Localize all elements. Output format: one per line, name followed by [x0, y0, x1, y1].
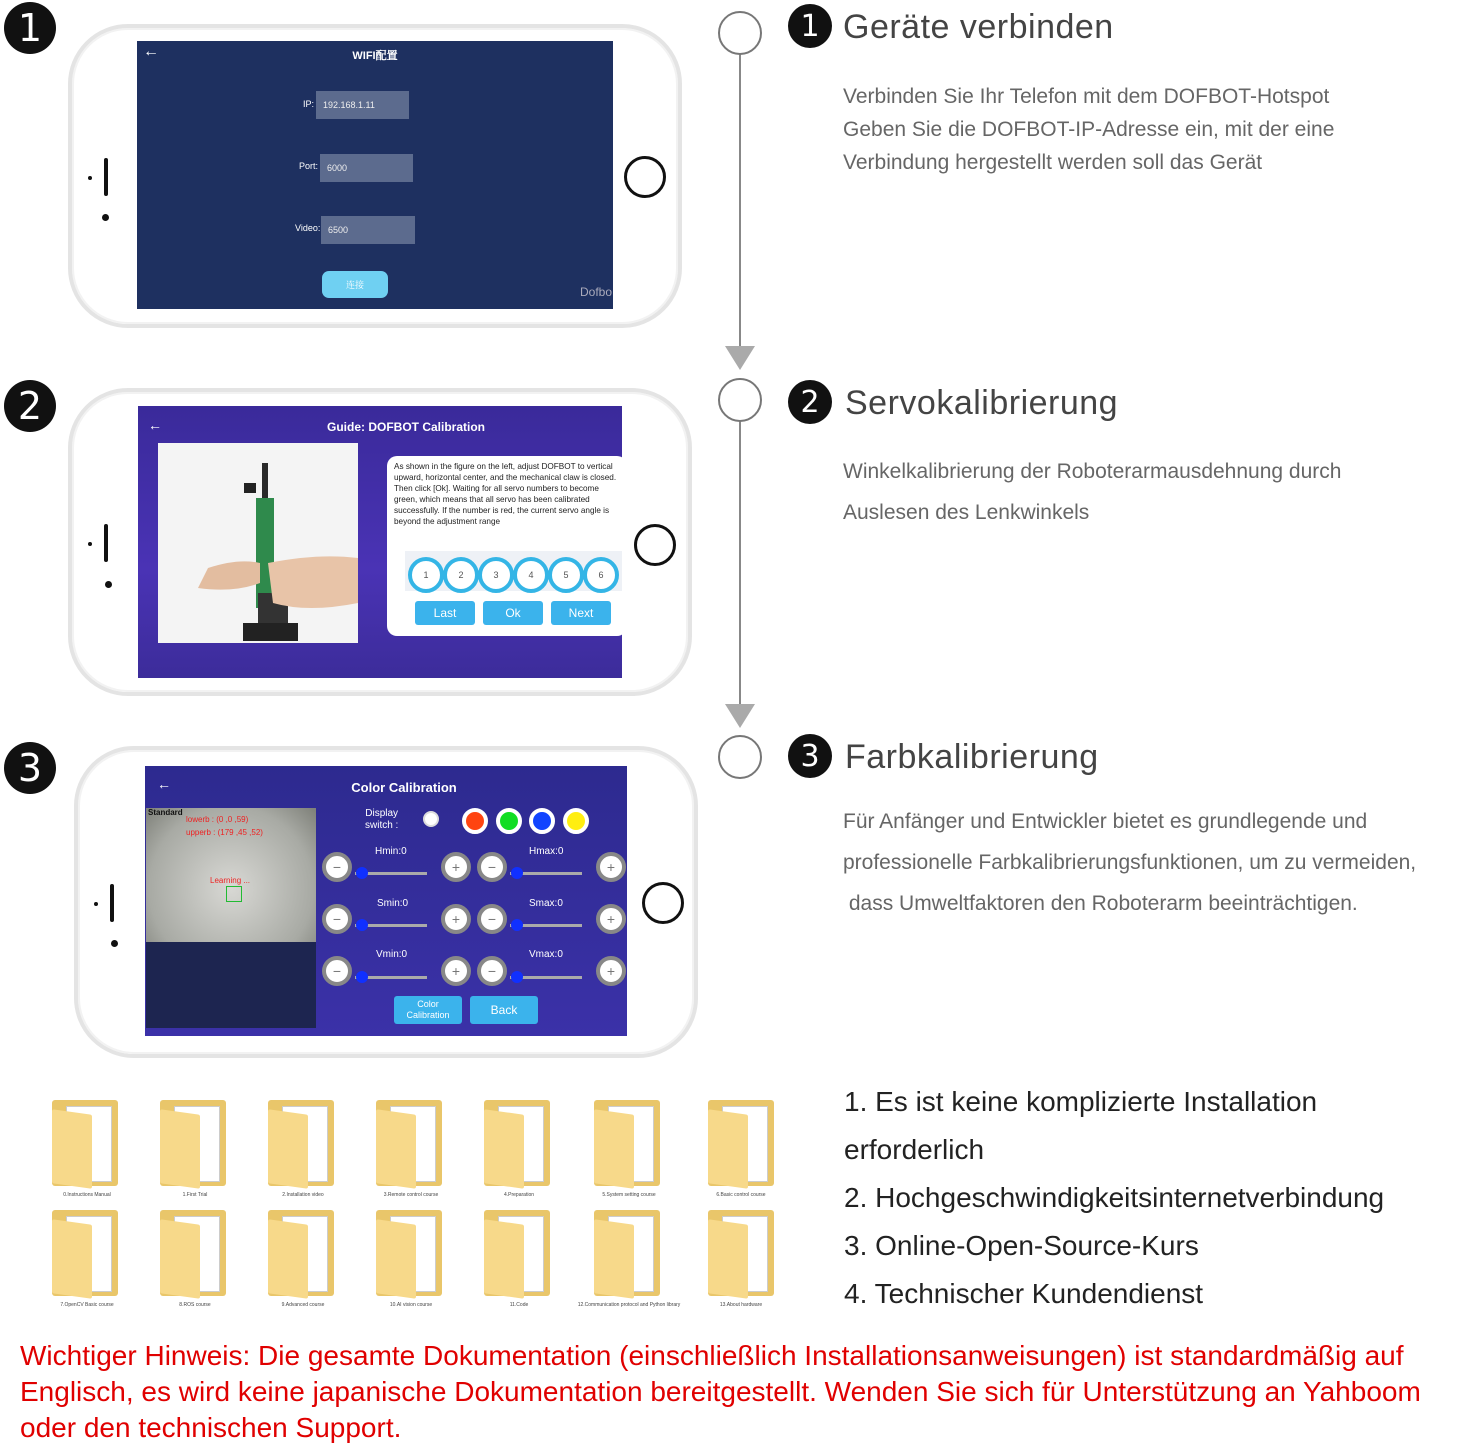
hmax-slider[interactable] — [511, 867, 523, 879]
folder-icon[interactable] — [268, 1100, 338, 1188]
step-3-badge: 3 — [4, 742, 56, 794]
home-button[interactable] — [634, 524, 676, 566]
feature-item: 4. Technischer Kundendienst — [844, 1278, 1204, 1309]
camera-feed — [146, 808, 316, 942]
color-yellow[interactable] — [563, 808, 589, 834]
phone-speaker — [104, 158, 108, 196]
last-button[interactable]: Last — [415, 601, 475, 625]
connect-button[interactable]: 连接 — [322, 271, 388, 298]
wifi-config-screen — [137, 41, 613, 309]
phone-sensor — [88, 176, 92, 180]
phone-camera — [105, 581, 112, 588]
step-3-description — [843, 801, 1416, 924]
ip-input[interactable]: 192.168.1.11 — [316, 91, 409, 119]
timeline-arrow-icon — [725, 346, 755, 370]
hmax-plus-button[interactable]: + — [596, 852, 626, 882]
smin-plus-button[interactable]: + — [441, 904, 471, 934]
timeline-line — [739, 52, 741, 348]
hmin-minus-button[interactable]: − — [322, 852, 352, 882]
folder-label: 8.ROS course — [179, 1302, 211, 1308]
servo-5[interactable]: 5 — [548, 557, 584, 593]
folder-label: 6.Basic control course — [716, 1192, 766, 1198]
back-arrow-icon[interactable]: ← — [143, 43, 159, 60]
roi-box — [226, 886, 242, 902]
step-1-description — [843, 80, 1334, 179]
step-2-description — [843, 451, 1341, 533]
screen-title: Guide: DOFBOT Calibration — [327, 420, 485, 434]
step-3-line-1: Für Anfänger und Entwickler bietet es grundlegende und — [843, 810, 1368, 833]
instructions-text: As shown in the figure on the left, adjust DOFBOT to vertical upward, horizontal center, and the mechanical claw is closed. Then click [Ok]. Waiting for all servo numbers to become green, which means that all servo has been calibrated successfully. If the number is red, the current servo angle is beyond the adjustment range — [394, 462, 617, 526]
folder-icon[interactable] — [52, 1100, 122, 1188]
smax-label: Smax:0 — [529, 898, 563, 909]
color-calibration-button[interactable]: Color Calibration — [394, 996, 462, 1024]
timeline-node-1 — [718, 11, 762, 55]
step-3-line-3: dass Umweltfaktoren den Roboterarm beeinträchtigen. — [843, 892, 1358, 915]
folder-label: 13.About hardware — [719, 1302, 763, 1308]
phone-2 — [68, 388, 692, 696]
video-input[interactable]: 6500 — [321, 216, 415, 244]
home-button[interactable] — [624, 156, 666, 198]
vmax-plus-button[interactable]: + — [596, 956, 626, 986]
phone-speaker — [104, 524, 108, 562]
folder-icon[interactable] — [376, 1100, 446, 1188]
color-white[interactable] — [423, 811, 439, 827]
timeline-node-2 — [718, 378, 762, 422]
hmin-slider[interactable] — [356, 867, 368, 879]
vmax-label: Vmax:0 — [529, 949, 563, 960]
feature-item: 2. Hochgeschwindigkeitsinternetverbindung — [844, 1182, 1385, 1213]
smin-slider[interactable] — [356, 919, 368, 931]
robot-arm-photo — [158, 443, 358, 643]
camera-label: Standard — [148, 808, 183, 817]
feature-item: erforderlich — [844, 1134, 985, 1165]
instructions-panel — [387, 456, 622, 636]
home-button[interactable] — [642, 882, 684, 924]
vmax-slider[interactable] — [511, 971, 523, 983]
upperb-text: upperb : (179 ,45 ,52) — [186, 828, 263, 837]
folder-icon[interactable] — [376, 1210, 446, 1298]
color-blue[interactable] — [529, 808, 555, 834]
folder-label: 7.OpenCV Basic course — [60, 1302, 114, 1308]
camera-panel — [146, 808, 316, 1028]
video-label: Video: — [295, 223, 321, 233]
smax-slider[interactable] — [511, 919, 523, 931]
step-3-line-2: professionelle Farbkalibrierungsfunktionen, um zu vermeiden, — [843, 851, 1417, 874]
folder-label: 11.Code — [509, 1302, 529, 1308]
phone-camera — [111, 940, 118, 947]
hmin-plus-button[interactable]: + — [441, 852, 471, 882]
screen-title: WIFI配置 — [352, 50, 398, 62]
step-1-line-3: Verbindung hergestellt werden soll das Gerät — [843, 151, 1263, 174]
smin-minus-button[interactable]: − — [322, 904, 352, 934]
vmin-plus-button[interactable]: + — [441, 956, 471, 986]
phone-speaker — [110, 884, 114, 922]
folder-label: 1.First Trial — [182, 1192, 208, 1198]
port-input[interactable]: 6000 — [320, 154, 413, 182]
servo-4[interactable]: 4 — [513, 557, 549, 593]
vmin-slider[interactable] — [356, 971, 368, 983]
timeline-line — [739, 418, 741, 704]
folder-icon[interactable] — [160, 1210, 230, 1298]
robot-arm-illustration — [158, 443, 358, 643]
smax-plus-button[interactable]: + — [596, 904, 626, 934]
screen-title: Color Calibration — [351, 780, 457, 795]
back-button[interactable]: Back — [470, 996, 538, 1024]
lowerb-text: lowerb : (0 ,0 ,59) — [186, 815, 249, 824]
folder-icon[interactable] — [594, 1100, 664, 1188]
ip-label: IP: — [303, 99, 315, 109]
vmin-label: Vmin:0 — [376, 949, 408, 960]
folder-icon[interactable] — [594, 1210, 664, 1298]
step-2-badge: 2 — [4, 380, 56, 432]
feature-item: 3. Online-Open-Source-Kurs — [844, 1230, 1199, 1261]
step-1-title: Geräte verbinden — [843, 8, 1114, 46]
folder-label: 10.AI vision course — [389, 1302, 433, 1308]
smin-label: Smin:0 — [377, 898, 409, 909]
folder-label: 4.Preparation — [503, 1192, 535, 1198]
folder-label: 0.Instructions Manual — [63, 1192, 111, 1198]
timeline-arrow-icon — [725, 704, 755, 728]
step-1-badge: 1 — [4, 2, 56, 54]
servo-3[interactable]: 3 — [478, 557, 514, 593]
servo-6[interactable]: 6 — [583, 557, 619, 593]
phone-sensor — [88, 542, 92, 546]
folder-icon[interactable] — [484, 1210, 554, 1298]
folder-icon[interactable] — [268, 1210, 338, 1298]
step-2-title: Servokalibrierung — [845, 384, 1119, 422]
folder-label: 9.Advanced course — [281, 1302, 325, 1308]
folder-label: 3.Remote control course — [383, 1192, 439, 1198]
step-2-line-2: Auslesen des Lenkwinkels — [843, 501, 1090, 524]
color-green[interactable] — [496, 808, 522, 834]
feature-item: 1. Es ist keine komplizierte Installation — [844, 1086, 1318, 1117]
servo-2[interactable]: 2 — [443, 557, 479, 593]
folder-icon[interactable] — [52, 1210, 122, 1298]
folder-icon[interactable] — [708, 1210, 778, 1298]
back-arrow-icon[interactable]: ← — [148, 417, 162, 433]
step-2-line-1: Winkelkalibrierung der Roboterarmausdehnung durch — [843, 460, 1342, 483]
step-2-number: 2 — [788, 380, 832, 424]
phone-camera — [102, 214, 109, 221]
course-folders — [30, 1098, 810, 1322]
hmax-label: Hmax:0 — [529, 846, 564, 857]
calibration-screen — [138, 406, 622, 678]
learning-text: Learning ... — [210, 876, 251, 885]
servo-1[interactable]: 1 — [408, 557, 444, 593]
hmax-minus-button[interactable]: − — [477, 852, 507, 882]
step-3-number: 3 — [788, 734, 832, 778]
vmin-minus-button[interactable]: − — [322, 956, 352, 986]
step-3-title: Farbkalibrierung — [845, 738, 1099, 776]
folder-label: 12.Communication protocol and Python library — [577, 1302, 681, 1308]
folder-label: 5.System setting course — [602, 1192, 656, 1198]
phone-1 — [68, 24, 682, 328]
folder-icon[interactable] — [708, 1100, 778, 1188]
timeline-node-3 — [718, 735, 762, 779]
phone-sensor — [94, 902, 98, 906]
color-calibration-screen — [145, 766, 627, 1036]
folder-icon[interactable] — [160, 1100, 230, 1188]
folder-label: 2.Installation video — [282, 1192, 324, 1198]
folder-icon[interactable] — [484, 1100, 554, 1188]
display-switch-label: Display switch : — [365, 808, 399, 831]
step-1-line-2: Geben Sie die DOFBOT-IP-Adresse ein, mit der eine — [843, 118, 1335, 141]
feature-list — [844, 1078, 1384, 1318]
watermark: Dofbo — [580, 285, 613, 299]
next-button[interactable]: Next — [551, 601, 611, 625]
phone-3 — [74, 746, 698, 1058]
step-1-line-1: Verbinden Sie Ihr Telefon mit dem DOFBOT-Hotspot — [843, 85, 1330, 108]
color-red[interactable] — [462, 808, 488, 834]
back-arrow-icon[interactable]: ← — [157, 776, 171, 792]
step-1-number: 1 — [788, 4, 832, 48]
vmax-minus-button[interactable]: − — [477, 956, 507, 986]
ok-button[interactable]: Ok — [483, 601, 543, 625]
important-notice: Wichtiger Hinweis: Die gesamte Dokumentation (einschließlich Installationsanweisungen) ist standardmäßig auf Englisch, es wird keine japanische Dokumentation bereitgestellt. Wenden Sie sich für Unterstützung an Yahboom oder den technischen Support. — [20, 1340, 1421, 1443]
smax-minus-button[interactable]: − — [477, 904, 507, 934]
hmin-label: Hmin:0 — [375, 846, 407, 857]
port-label: Port: — [299, 161, 319, 171]
